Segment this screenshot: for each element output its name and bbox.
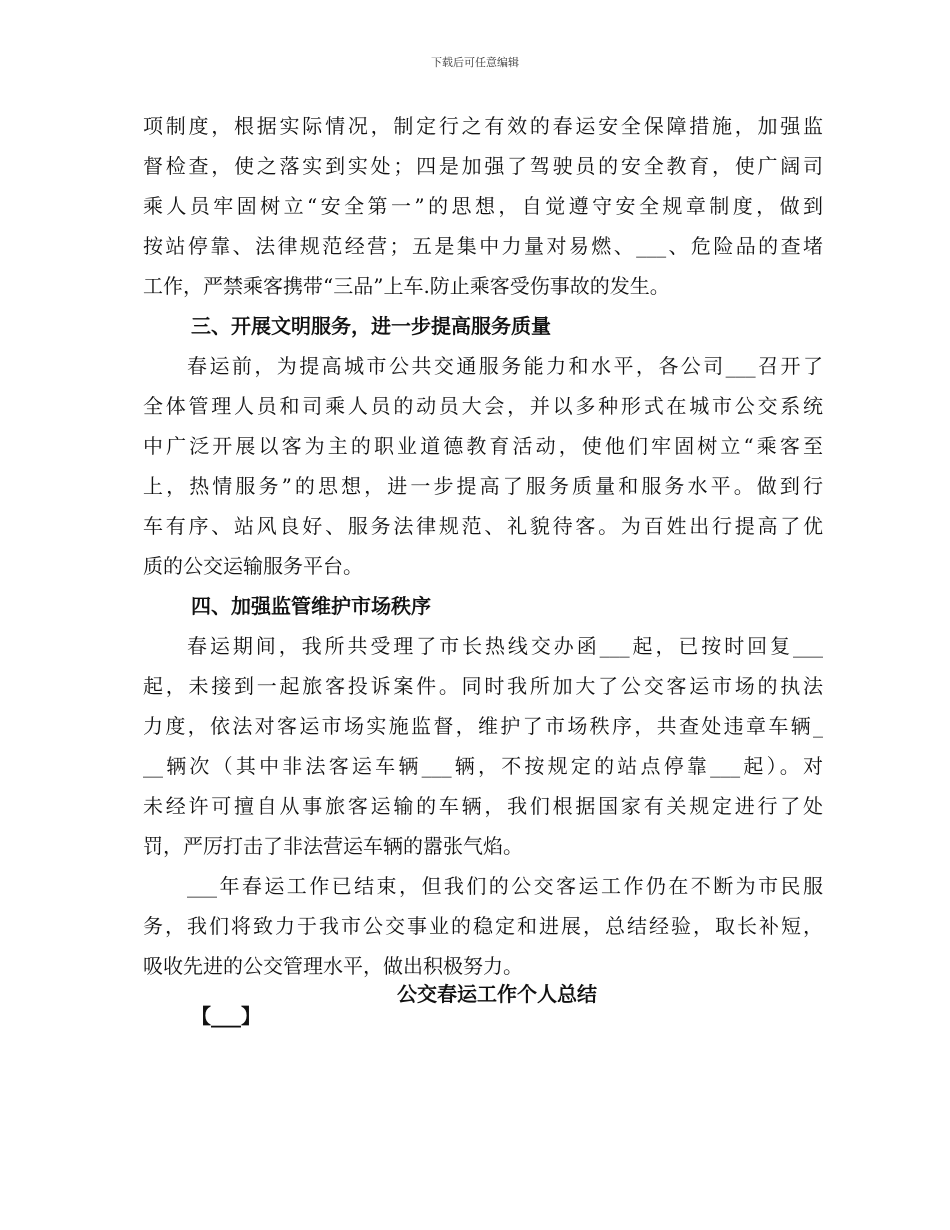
text-line: 务，我们将致力于我市公交事业的稳定和进展，总结经验，取长补短，	[143, 914, 823, 938]
section-heading-4: 四、加强监管维护市场秩序	[191, 594, 431, 618]
text-line: 罚，严厉打击了非法营运车辆的嚣张气焰。	[143, 834, 523, 858]
text-line: 督检查，使之落实到实处；四是加强了驾驶员的安全教育，使广阔司	[143, 154, 823, 178]
text-line: 吸收先进的公交管理水平，做出积极努力。	[143, 954, 523, 978]
paragraph-market-supervision	[143, 626, 823, 866]
text-line: 项制度，根据实际情况，制定行之有效的春运安全保障措施，加强监	[143, 114, 823, 138]
text-line: 按站停靠、法律规范经营；五是集中力量对易燃、___、危险品的查堵	[143, 234, 823, 258]
text-line: 春运期间，我所共受理了市长热线交办函___起，已按时回复___	[187, 634, 823, 658]
bracket-label: 【___】	[191, 1004, 261, 1028]
text-line: ___年春运工作已结束，但我们的公交客运工作仍在不断为市民服	[187, 874, 823, 898]
document-body	[143, 106, 823, 1040]
text-line: 工作，严禁乘客携带“三品”上车.防止乘客受伤事故的发生。	[143, 274, 670, 298]
text-line: 上，热情服务”的思想，进一步提高了服务质量和服务水平。做到行	[143, 474, 823, 498]
text-line: 力度，依法对客运市场实施监督，维护了市场秩序，共查处违章车辆_	[143, 714, 823, 738]
text-line: 全体管理人员和司乘人员的动员大会，并以多种形式在城市公交系统	[143, 394, 823, 418]
paragraph-conclusion	[143, 866, 823, 986]
text-line: 中广泛开展以客为主的职业道德教育活动，使他们牢固树立“乘客至	[143, 434, 823, 458]
section-heading-3: 三、开展文明服务，进一步提高服务质量	[191, 314, 551, 338]
text-line: 车有序、站风良好、服务法律规范、礼貌待客。为百姓出行提高了优	[143, 514, 823, 538]
paragraph-civilized-service	[143, 346, 823, 586]
text-line: 质的公交运输服务平台。	[143, 554, 363, 578]
document-title: 公交春运工作个人总结	[397, 982, 597, 1006]
paragraph-safety-measures	[143, 106, 823, 306]
text-line: 乘人员牢固树立“安全第一”的思想，自觉遵守安全规章制度，做到	[143, 194, 823, 218]
page-header: 下载后可任意编辑	[431, 56, 519, 69]
text-line: 春运前，为提高城市公共交通服务能力和水平，各公司___召开了	[187, 354, 823, 378]
text-line: 未经许可擅自从事旅客运输的车辆，我们根据国家有关规定进行了处	[143, 794, 823, 818]
text-line: 起，未接到一起旅客投诉案件。同时我所加大了公交客运市场的执法	[143, 674, 823, 698]
text-line: __辆次（其中非法客运车辆___辆，不按规定的站点停靠___起）。对	[143, 754, 823, 778]
